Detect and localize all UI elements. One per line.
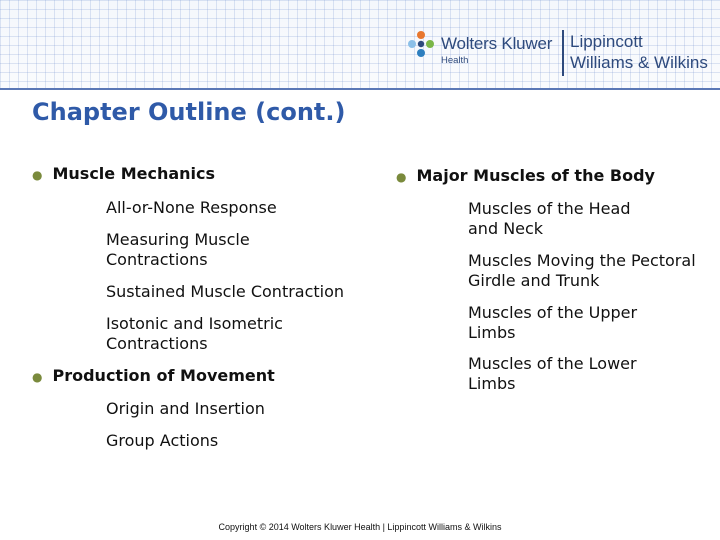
list-item: Origin and Insertion [106, 399, 265, 418]
bullet-label: Muscle Mechanics [52, 164, 216, 183]
bullet-major-muscles [396, 166, 655, 185]
list-item: Muscles of the Upper Limbs [468, 303, 638, 342]
list-item: Measuring Muscle Contractions [106, 230, 250, 269]
list-item: Group Actions [106, 431, 219, 450]
header-divider [0, 88, 720, 90]
logo-name: Wolters Kluwer [441, 34, 553, 53]
partner-line-1: Lippincott [570, 32, 643, 51]
bullet-muscle-mechanics [32, 164, 215, 183]
logo-subtitle: Health [441, 55, 469, 66]
partner-logo [570, 31, 708, 73]
bullet-label: Production of Movement [52, 366, 275, 385]
list-item: Muscles Moving the Pectoral Girdle and Trunk [468, 251, 696, 290]
partner-line-2: Williams & Wilkins [570, 53, 708, 72]
wolters-kluwer-logo-icon [407, 30, 435, 58]
bullet-dot-icon: ● [32, 370, 43, 384]
list-item: Muscles of the Head and Neck [468, 199, 631, 238]
list-item: All-or-None Response [106, 198, 277, 217]
bullet-production-of-movement [32, 366, 275, 385]
bullet-dot-icon: ● [32, 168, 43, 182]
logo-divider [562, 30, 564, 76]
copyright-footer: Copyright © 2014 Wolters Kluwer Health | Lippincott Williams & Wilkins [218, 522, 502, 532]
list-item: Muscles of the Lower Limbs [468, 354, 637, 393]
slide-title: Chapter Outline (cont.) [32, 98, 346, 126]
list-item: Isotonic and Isometric Contractions [106, 314, 283, 353]
bullet-label: Major Muscles of the Body [416, 166, 655, 185]
bullet-dot-icon: ● [396, 170, 407, 184]
list-item: Sustained Muscle Contraction [106, 282, 345, 301]
